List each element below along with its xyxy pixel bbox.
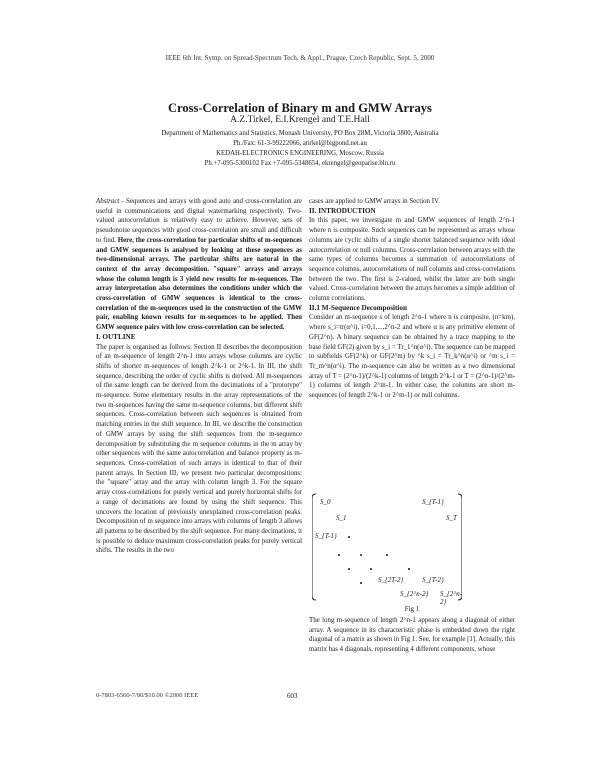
abstract-label: Abstract (96, 198, 120, 205)
footer-isbn: 0-7803-6560-7/00/$10.00 ©2000 IEEE (96, 692, 199, 699)
section-heading-introduction: II. INTRODUCTION (309, 206, 376, 215)
affiliation-line: Department of Mathematics and Statistics, Monash University, PO Box 28M, Victoria 3800, Australia (161, 130, 439, 137)
matrix-entry: S_0 (320, 498, 331, 506)
paper-authors: A.Z.Tirkel, E.I.Krengel and T.E.Hall (230, 115, 370, 125)
matrix-entry: S_T (446, 514, 457, 522)
ellipsis-dot (360, 582, 362, 584)
matrix-entry: S_1 (336, 514, 347, 522)
contact-line: Ph./Fax: 61-3-99222066, atirkel@bigpond.net.au (233, 140, 367, 147)
ellipsis-dot (408, 568, 410, 570)
page-number: 603 (287, 692, 298, 700)
right-column (309, 197, 515, 401)
ellipsis-dot (348, 568, 350, 570)
ellipsis-dot (348, 536, 350, 538)
matrix-entry: S_{2T-2} (378, 576, 404, 584)
ellipsis-dot (370, 568, 372, 570)
affiliation-line: KEDAH-ELECTRONICS ENGINEERING, Moscow, Russia (216, 150, 384, 157)
running-header: IEEE 6th Int. Symp. on Spread-Spectrum Tech. & Appl., Prague, Czech Republic, Sept. 5, 2000 (165, 54, 435, 62)
contact-line: Ph.+7-095-5300102 Fax +7-095-5348654, ekrengel@geoparise.bln.ru (204, 160, 396, 167)
abstract-text: - Sequences and arrays with good auto and cross-correlation are useful in communications and digital watermarking respectively. Two-valued autocorrelation is relatively easy to achieve. However, sets of pseudonoise sequences with good cross-correlation are small and difficult to find. (96, 198, 302, 244)
ellipsis-dot (360, 554, 362, 556)
matrix-entry: S_{T-2} (422, 576, 444, 584)
matrix-brackets (312, 492, 462, 602)
after-figure-text-block (309, 616, 515, 655)
figure-1-matrix (312, 492, 463, 606)
matrix-entry: S_{2^n-2} (440, 590, 463, 606)
ellipsis-dot (338, 554, 340, 556)
matrix-entry: S_{T-1} (422, 498, 444, 506)
ellipsis-dot (386, 554, 388, 556)
abstract (96, 197, 302, 333)
matrix-entry: S_{2^n-2} (400, 590, 429, 598)
paper-title: Cross-Correlation of Binary m and GMW Arrays (168, 101, 432, 115)
section-heading-outline: I. OUTLINE (96, 332, 136, 341)
figure-caption: Fig 1 (404, 605, 420, 613)
outline-text: The paper is organised as follows: Section II describes the decomposition of an m-sequence of length 2^n-1 into arrays whose columns are cyclic shifts of shorter m-sequences of length 2^k-1 or 2^k-1. In III, the shift sequence, describing the order of cyclic shifts is derived. All m-sequences of the same length can be derived from the decimations of a "prototype" m-sequence. Some elementary results in the array representations of the two m-sequences having the same m-sequence columns, but different shift sequences. Cross-correlation between such sequences is obtained from matching entries in the shift sequence. In III, we describe the construction of GMW arrays by using the shift sequences from the m-sequence decomposition by substituting the m sequence columns in the m array by other sequences with the same autocorrelation and balance property as m-sequences. Cross-correlation of such arrays is identical to that of their parent arrays. In Section III, we present two particular decompositions: the "square" array and the array with column length 3. For the square array cross-correlations for purely vertical and purely horizontal shifts for a range of decimations are found by using the shift sequence. This uncovers the location of previously unexplained cross-correlation peaks. Decomposition of m sequence into arrays with columns of length 3 allows all patterns to be described by the shift sequence. For many decimations, it is possible to deduce maximum cross-correlation peaks for purely vertical shifts. The results in the two (96, 343, 302, 555)
left-bracket (312, 494, 316, 600)
abstract-bold-text: Here, the cross-correlation for particular shifts of m-sequences and GMW sequences is analysed by looking at these sequences as two-dimensional arrays. The particular shifts are natural in the context of the array decomposition. "square" arrays and arrays whose the column length is 3 yield new results for m-sequences. The array interpretation also determines the conditions under which the cross-correlation of GMW sequences is identical to the cross-correlation of the m-sequences used in the construction of the GMW pair, enabling known results for m-sequences to be applied. Then GMW sequence pairs with low cross-correlation can be selected. (96, 236, 302, 332)
left-column (96, 197, 302, 556)
m-sequence-decomposition-text: Consider an m-sequence s of length 2^n-1 where n is composite, (n=km), where s_i=tr(α^i), i=0,1,...,2^n-2 and where α is any primitive element of GF(2^n). A binary sequence can be obtained by a trace mapping to the base field GF(2) given by s_i = Tr_1^n(α^i). The sequence can be mapped to subfields GF(2^k) or GF(2^m) by ^k s_i = Tr_k^n(α^i) or ^m s_i = Tr_m^n(α^i). The m-sequence can also be written as a two dimensional array of T = (2^n-1)/(2^k-1) columns of length 2^k-1 or T = (2^n-1)/(2^m-1) columns of length 2^m-1. In either case, the columns are short m-sequences (of length 2^k-1 or 2^m-1) or null columns. (309, 314, 515, 400)
after-figure-text: The long m-sequence of length 2^n-1 appears along a diagonal of either array. A sequence in its characteristic phase is embedded down the right diagonal of a matrix as shown in Fig 1. See, for example [1]. Actually, this matrix has 4 diagonals, representing 4 different components, whose (309, 617, 515, 654)
introduction-text: In this paper, we investigate m and GMW sequences of length 2^n-1 where n is composite. Such sequences can be represented as arrays whose columns are cyclic shifts of a single shorter balanced sequence with ideal autocorrelation or null columns. Cross-correlation between arrays with the same types of columns becomes a summation of autocorrelations of sequence columns, autocorrelations of null columns and cross-correlations between the two. The first is 2-valued, whilst the latter are both single valued. Cross-correlation between the arrays becomes a simple addition of column correlations. (309, 217, 515, 303)
matrix-entry: S_{T-1} (315, 532, 337, 540)
right-bracket (458, 494, 462, 600)
outline-continuation: cases are applied to GMW arrays in Section IV. (309, 198, 440, 205)
section-heading-m-sequence-decomposition: II.1 M-Sequence Decomposition (309, 303, 408, 312)
